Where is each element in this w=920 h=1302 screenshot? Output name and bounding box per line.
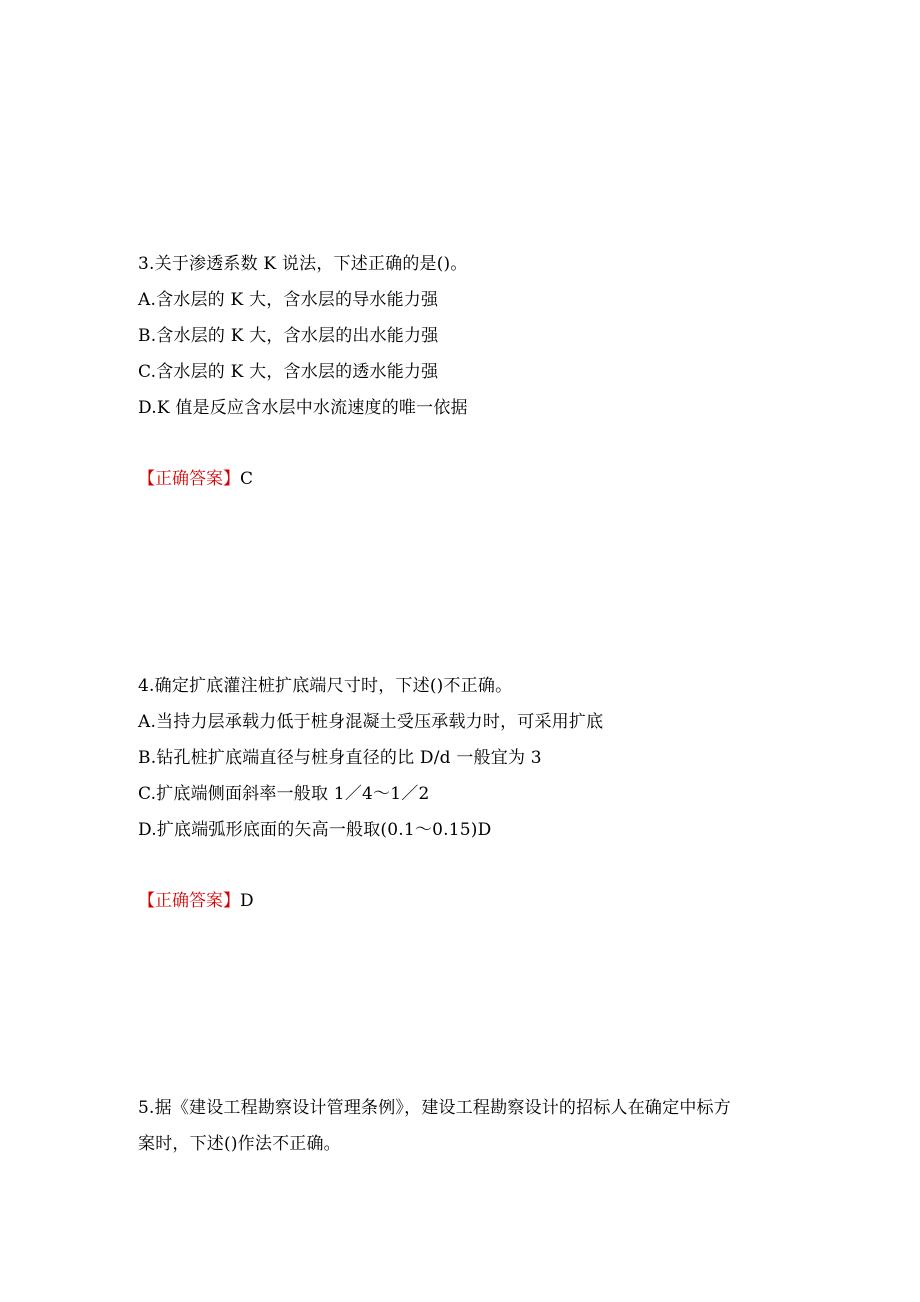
question-4-option-b: B.钻孔桩扩底端直径与桩身直径的比 D/d 一般宜为 3: [138, 748, 542, 768]
question-5-stem-line-1: 5.据《建设工程勘察设计管理条例》，建设工程勘察设计的招标人在确定中标方: [138, 1098, 731, 1118]
question-3-option-b: B.含水层的 K 大，含水层的出水能力强: [138, 326, 439, 346]
answer-label: 【正确答案】: [138, 469, 240, 489]
question-3-answer: [138, 467, 253, 491]
answer-label: 【正确答案】: [138, 891, 240, 911]
question-4-option-d: D.扩底端弧形底面的矢高一般取(0.1～0.15)D: [138, 820, 492, 840]
question-4-option-a: A.当持力层承载力低于桩身混凝土受压承载力时，可采用扩底: [138, 712, 604, 732]
answer-value: C: [240, 469, 254, 489]
question-4-answer: [138, 889, 254, 913]
question-3-option-d: D.K 值是反应含水层中水流速度的唯一依据: [138, 398, 468, 418]
question-4-option-c: C.扩底端侧面斜率一般取 1／4～1／2: [138, 784, 430, 804]
question-3-option-a: A.含水层的 K 大，含水层的导水能力强: [138, 290, 439, 310]
question-3-option-c: C.含水层的 K 大，含水层的透水能力强: [138, 362, 439, 382]
question-5-stem-line-2: 案时，下述()作法不正确。: [138, 1134, 341, 1154]
question-3-stem: 3.关于渗透系数 K 说法，下述正确的是()。: [138, 254, 468, 274]
question-4-stem: 4.确定扩底灌注桩扩底端尺寸时，下述()不正确。: [138, 676, 513, 696]
answer-value: D: [240, 891, 254, 911]
